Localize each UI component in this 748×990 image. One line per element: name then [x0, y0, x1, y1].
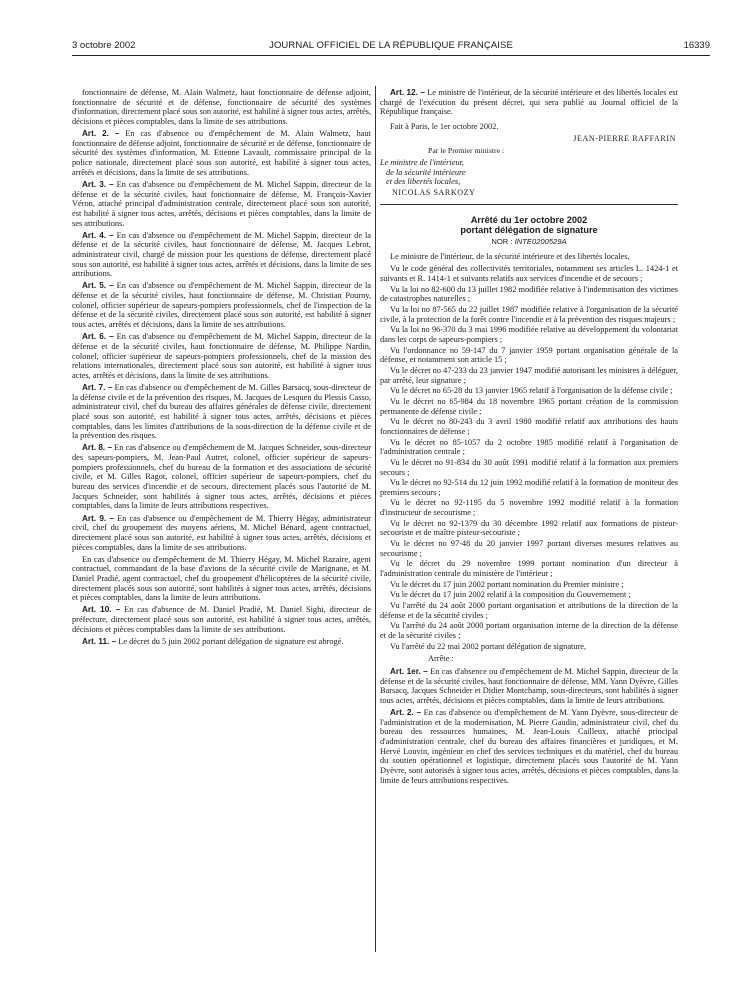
page-header	[72, 40, 710, 54]
signatory-prime-minister: JEAN-PIERRE RAFFARIN	[573, 133, 676, 143]
article-lead: Art. 5. –	[82, 281, 114, 291]
visa-item: Vu le décret no 92-1379 du 30 décembre 1992 relatif aux formations de pisteur-secouriste et de maître pisteur-secouriste ;	[380, 518, 678, 538]
visa-item: Vu le décret du 17 juin 2002 portant nomination du Premier ministre ;	[390, 579, 624, 589]
article-paragraph	[72, 383, 371, 441]
article-text: En cas d'absence ou d'empêchement de M. Michel Sappin, directeur de la défense et de la sécurité civiles, haut fonctionnaire de défense, M. Jacques Lebrot, administrateur civil, chargé de mission pour les questions de défense, directement placé sous son autorité, est habilité à signer tous actes, arrêtés et décisions, dans la limite de ses attributions.	[72, 230, 371, 279]
signatory-minister: NICOLAS SARKOZY	[392, 187, 476, 197]
article-paragraph	[72, 514, 371, 553]
article-lead: Art. 3. –	[82, 179, 114, 189]
arrete-intro: Le ministre de l'intérieur, de la sécurité intérieure et des libertés locales,	[390, 252, 630, 262]
article-text: En cas d'absence ou d'empêchement de M. Thierry Hégay, M. Michel Razaire, agent contractuel, commandant de la base d'avions de la sécurité civile de Marignane, et M. Daniel Pradié, agent contractuel, chef du groupement d'hélicoptères de la sécurité civile, directement placés sous son autorité, sont habilités à signer tous actes, arrêtés, décisions et pièces comptables, dans la limite de leurs attributions.	[72, 554, 371, 603]
article-text: En cas d'absence ou d'empêchement de M. Thierry Hégay, administrateur civil, chef du groupement des moyens aériens, M. Michel Bénard, agent contractuel, directement placé sous son autorité, est habilité à signer tous actes, arrêtés, décisions et pièces comptables, dans la limite de ses attributions.	[72, 513, 371, 552]
article-paragraph	[72, 555, 371, 603]
article-text: En cas d'absence ou d'empêchement de M. Alain Walmetz, haut fonctionnaire de défense adjoint, fonctionnaire de sécurité et de défense, fonctionnaire de sécurité des systèmes d'information, M. Etienne Lavault, commissaire principal de la police nationale, directement placé sous son autorité, est habilité à signer tous actes, arrêtés et décisions, dans la limite de ses attributions.	[72, 129, 371, 177]
article-paragraph	[72, 88, 371, 127]
article-lead: Art. 1er. –	[390, 666, 428, 676]
visas-list	[380, 264, 678, 651]
visa-item: Vu la loi no 82-600 du 13 juillet 1982 modifiée relative à l'indemnisation des victimes de catastrophes naturelles ;	[380, 284, 678, 304]
article-text: En cas d'absence ou d'empêchement de M. Yann Dyèvre, sous-directeur de l'administration et de la modernisation, M. Pierre Gaudin, administrateur civil, chef du bureau des ressources humaines, M. Jean-Louis Cailleux, attaché principal d'administration centrale, chef du bureau des affaires financières et juridiques, et M. Hervé Louvin, ingénieur en chef des services techniques et du matériel, chef du bureau du soutien opérationnel et logistique, directement placés sous l'autorité de M. Yann Dyèvre, sont autorisés à signer tous actes, arrêtés, décisions et pièces comptables, dans la limite de leurs attributions respectives.	[380, 708, 678, 785]
header-rule	[72, 55, 710, 56]
article-text: fonctionnaire de défense, M. Alain Walmetz, haut fonctionnaire de défense adjoint, fonctionnaire de sécurité et de défense, fonctionnaire de sécurité des systèmes d'information, directement placé sous son autorité, est habilité à signer tous actes, arrêtés, décisions et pièces comptables, dans la limite de ses attributions.	[72, 88, 371, 126]
visa-item: Vu l'arrêté du 24 août 2000 portant organisation et attributions de la direction de la défense et de la sécurité civiles ;	[380, 601, 678, 620]
article-lead: Art. 6. –	[82, 332, 114, 342]
arrete-label: Arrête :	[428, 654, 454, 664]
visa-item: Vu la loi no 96-370 du 3 mai 1996 modifiée relative au développement du volontariat dans les corps de sapeurs-pompiers ;	[380, 325, 678, 344]
article-text: En cas d'absence ou d'empêchement de M. Gilles Barsacq, sous-directeur de la défense civile et de la prévention des risques, M. Jacques de Lesquen du Plessis Casso, administrateur civil, chef du bureau des affaires générales de défense civile, directement placé sous son autorité, est habilité à signer tous actes, arrêtés, décisions et pièces comptables, dans les limites d'attributions de la sous-direction de la défense civile et de la prévention des risques.	[72, 383, 371, 441]
article-paragraph	[380, 667, 678, 706]
arrete-title-line-2: portant délégation de signature	[460, 225, 598, 236]
article-lead: Art. 2. –	[82, 129, 120, 139]
minister-title-line: de la sécurité intérieure	[386, 167, 466, 177]
article-lead: Art. 7. –	[82, 383, 113, 393]
visa-item: Vu l'arrêté du 24 août 2000 portant organisation interne de la direction de la défense et de la sécurité civiles ;	[380, 621, 678, 640]
article-lead: Art. 12. –	[390, 88, 425, 97]
minister-title-line: et des libertés locales,	[386, 177, 461, 187]
nor-code: INTE0200529A	[514, 236, 567, 246]
article-paragraph	[72, 281, 371, 329]
article-paragraph	[72, 605, 371, 634]
visa-item: Vu l'ordonnance no 59-147 du 7 janvier 1959 portant organisation générale de la défense, et notamment son article 15 ;	[380, 345, 678, 365]
visa-item: Vu le décret no 92-1195 du 5 novembre 1992 modifié relatif à la formation d'instructeur de secourisme ;	[380, 498, 678, 518]
visa-item: Vu le décret no 92-514 du 12 juin 1992 modifié relatif à la formation de moniteur des premiers secours ;	[380, 478, 678, 497]
arrete-title	[380, 215, 678, 236]
article-text: En cas d'absence ou d'empêchement de M. Michel Sappin, directeur de la défense et de la sécurité civiles, haut fonctionnaire de défense, M. Philippe Nardin, colonel, officier supérieur de sapeurs-pompiers professionnels, chef de la mission des relations internationales, directement placé sous son autorité, est habilité à signer tous actes, arrêtés et décisions, dans la limite de ses attributions.	[72, 332, 371, 380]
article-paragraph	[72, 637, 371, 647]
article-text: En cas d'absence ou d'empêchement de M. Michel Sappin, directeur de la défense et de la sécurité civiles, haut fonctionnaire de défense, MM. Yann Dyèvre, Gilles Barsacq, Jacques Schneider et Didier Montchamp, sous-directeurs, sont habilités à signer tous actes, arrêtés, décisions et pièces comptables, dans la limite de leurs attributions.	[380, 666, 678, 705]
article-lead: Art. 10. –	[82, 605, 121, 615]
article-paragraph	[72, 443, 371, 511]
arrete-articles	[380, 667, 678, 785]
visa-item: Vu le décret no 91-834 du 30 août 1991 modifié relatif à la formation aux premiers secours ;	[380, 457, 678, 477]
article-paragraph	[380, 708, 678, 785]
article-lead: Art. 9. –	[82, 513, 115, 523]
visa-item: Vu le décret du 17 juin 2002 relatif à la composition du Gouvernement ;	[390, 590, 631, 600]
article-paragraph	[72, 231, 371, 279]
article-text: Le ministre de l'intérieur, de la sécurité intérieure et des libertés locales est chargé de l'exécution du présent décret, qui sera publié au Journal officiel de la République française.	[380, 88, 678, 117]
fait-a-paris: Fait à Paris, le 1er octobre 2002.	[390, 121, 499, 131]
visa-item: Vu le décret no 80-243 du 3 avril 1980 modifié relatif aux attributions des hauts fonctionnaires de défense ;	[380, 417, 678, 436]
header-date: 3 octobre 2002	[72, 40, 136, 51]
article-text: En cas d'absence de M. Daniel Pradié, M. Daniel Sighi, directeur de préfecture, directement placé sous son autorité, est habilité à signer tous actes, arrêtés, décisions et pièces comptables dans la limite de ses attributions.	[72, 605, 371, 634]
arrete-title-line-1: Arrêté du 1er octobre 2002	[470, 214, 588, 225]
article-paragraph	[72, 180, 371, 228]
article-paragraph	[72, 129, 371, 177]
header-title: JOURNAL OFFICIEL DE LA RÉPUBLIQUE FRANÇAISE	[269, 40, 513, 51]
article-lead: Art. 8. –	[82, 443, 113, 453]
article-text: En cas d'absence ou d'empêchement de M. Michel Sappin, directeur de la défense et de la sécurité civiles, haut fonctionnaire de défense, M. François-Xavier Véron, attaché principal d'administration centrale, directement placé sous son autorité, est habilité à signer tous actes, arrêtés, décisions et pièces comptables, dans la limite de ses attributions.	[72, 179, 371, 228]
visa-item: Vu la loi no 87-565 du 22 juillet 1987 modifiée relative à l'organisation de la sécurité civile, à la protection de la forêt contre l'incendie et à la prévention des risques majeurs ;	[380, 305, 678, 324]
visa-item: Vu le décret no 85-1057 du 2 octobre 1985 modifié relatif à l'organisation de l'administration centrale ;	[380, 437, 678, 457]
nor-label: NOR :	[491, 236, 513, 246]
article-paragraph	[72, 332, 371, 380]
visa-item: Vu le décret no 65-984 du 18 novembre 1965 portant création de la commission permanente de défense civile ;	[380, 396, 678, 416]
par-le-premier-ministre: Par le Premier ministre :	[428, 146, 505, 156]
nor-reference	[380, 237, 678, 247]
article-text: Le décret du 5 juin 2002 portant délégation de signature est abrogé.	[118, 636, 344, 646]
visa-item: Vu le code général des collectivités territoriales, notamment ses articles L. 1424-1 et suivants et R. 1414-1 et suivants relatifs aux services d'incendie et de secours ;	[380, 264, 678, 284]
article-lead: Art. 4. –	[82, 230, 114, 240]
article-lead: Art. 11. –	[82, 636, 117, 646]
article-lead: Art. 2. –	[390, 708, 422, 718]
article-12	[380, 88, 678, 117]
visa-item: Vu le décret no 47-233 du 23 janvier 1947 modifié autorisant les ministres à déléguer, par arrêté, leur signature ;	[380, 365, 678, 385]
visa-item: Vu l'arrêté du 22 mai 2002 portant délégation de signature,	[390, 641, 587, 651]
article-text: En cas d'absence ou d'empêchement de M. Michel Sappin, directeur de la défense et de la sécurité civiles, haut fonctionnaire de défense, M. Christian Pourny, colonel, officier supérieur de sapeurs-pompiers professionnels, chef de l'inspection de la défense et de la sécurité civiles, directement placé sous son autorité, est habilité à signer tous actes, arrêtés et décisions, dans la limite de ses attributions.	[72, 281, 371, 330]
right-column	[380, 88, 678, 788]
page-number: 16339	[683, 40, 710, 51]
section-separator	[380, 204, 678, 205]
visa-item: Vu le décret no 97-48 du 20 janvier 1997 portant diverses mesures relatives au secourisme ;	[380, 539, 678, 558]
left-column	[72, 88, 371, 649]
column-divider	[375, 86, 376, 952]
minister-title-line: Le ministre de l'intérieur,	[380, 157, 464, 167]
visa-item: Vu le décret no 65-28 du 13 janvier 1965 relatif à l'organisation de la défense civile ;	[390, 386, 673, 396]
visa-item: Vu le décret du 29 novembre 1999 portant nomination d'un directeur à l'administration centrale du ministère de l'intérieur ;	[380, 559, 678, 579]
article-text: En cas d'absence ou d'empêchement de M. Jacques Schneider, sous-directeur des sapeurs-pompiers, M. Jean-Paul Autret, colonel, officier supérieur de sapeurs-pompiers professionnels, chef du bureau de la formation et des associations de sécurité civile, et M. Gilles Ragot, colonel, officier supérieur de sapeurs-pompiers, chef du bureau des services d'incendie et de secours, directement placés sous l'autorité de M. Jacques Schneider, sont habilités à signer tous actes, arrêtés, décisions et pièces comptables, dans la limite de leurs attributions respectives.	[72, 443, 371, 511]
